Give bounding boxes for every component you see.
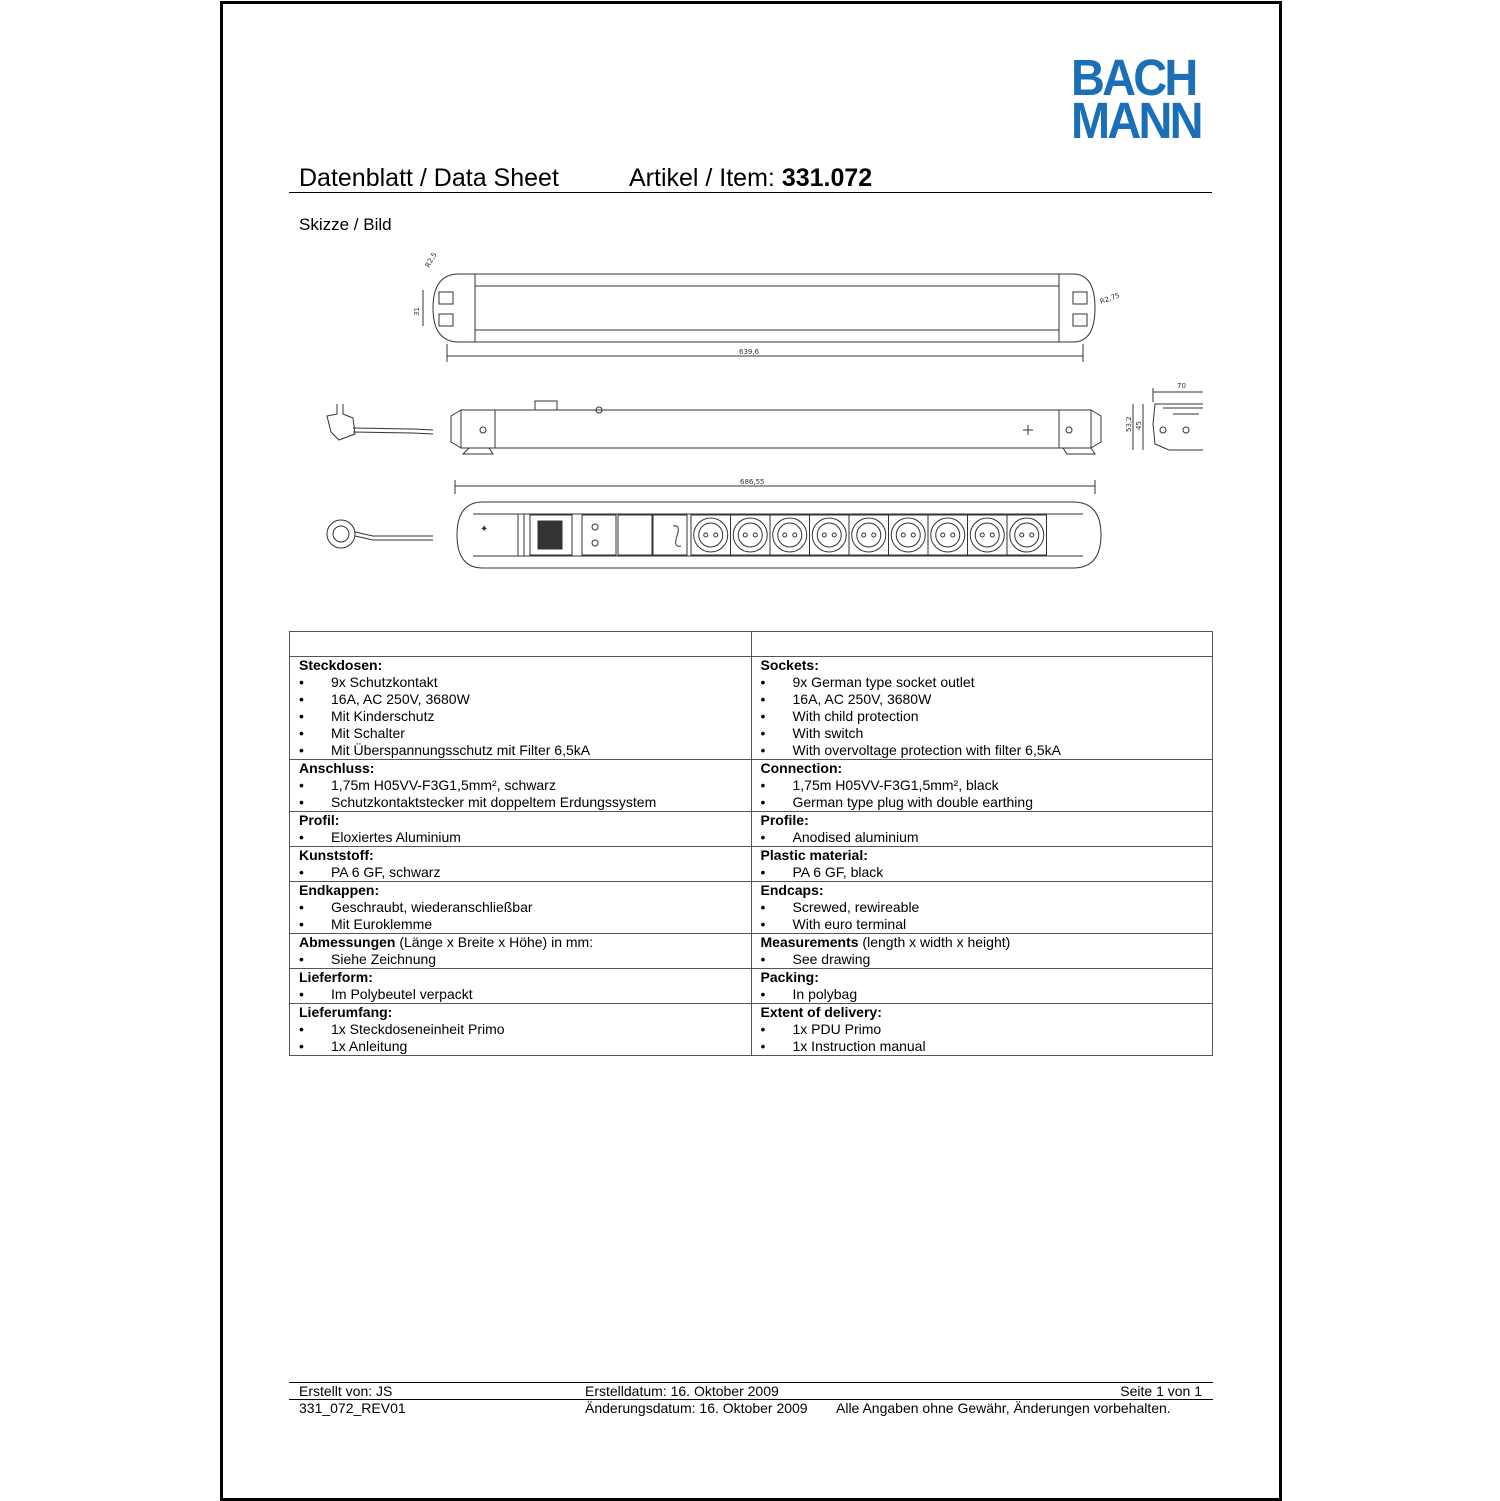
socket-outlet: [968, 515, 1008, 555]
table-row: [290, 657, 1213, 760]
spec-bullet-item: • With switch: [761, 725, 1213, 742]
spec-cell-de: [290, 882, 752, 934]
sketch-section-label: Skizze / Bild: [299, 215, 392, 234]
socket-row: [691, 515, 1047, 555]
dim-top-radius-right: R2,75: [1098, 291, 1121, 306]
socket-outlet: [1007, 515, 1047, 555]
spec-section-title-bold: Anschluss:: [299, 760, 375, 776]
spec-bullet-item: • 1x Steckdoseneinheit Primo: [299, 1021, 751, 1038]
spec-bullet-item: • Geschraubt, wiederanschließbar: [299, 899, 751, 916]
spec-bullet-item: • Mit Überspannungsschutz mit Filter 6,5kA: [299, 742, 751, 759]
side-view: [327, 401, 1101, 454]
socket-outlet: [889, 515, 929, 555]
footer-disclaimer: Alle Angaben ohne Gewähr, Änderungen vorbehalten.: [836, 1400, 1171, 1416]
spec-cell-de: [290, 934, 752, 969]
item-heading: [629, 164, 872, 193]
socket-outlet: [770, 515, 810, 555]
spec-section-title: [299, 760, 751, 777]
dim-top-radius-left: R2,5: [423, 251, 439, 269]
dim-end-height-inner: 45: [1135, 421, 1143, 430]
spec-bullet-item: • 1,75m H05VV-F3G1,5mm², black: [761, 777, 1213, 794]
data-sheet-page: [220, 1, 1282, 1501]
svg-text:✦: ✦: [480, 524, 489, 535]
table-row: [290, 969, 1213, 1004]
document-title: Datenblatt / Data Sheet: [299, 164, 559, 192]
title-divider: [289, 192, 1212, 193]
spec-section-title: [761, 657, 1213, 674]
spec-section-title: [761, 969, 1213, 986]
spec-section-title: [299, 657, 751, 674]
spec-section-title-bold: Connection:: [760, 760, 843, 776]
spec-cell-en: [751, 847, 1213, 882]
spec-cell-de: [290, 760, 752, 812]
spec-bullet-item: • Anodised aluminium: [761, 829, 1213, 846]
footer-created-by: Erstellt von: JS: [299, 1383, 393, 1399]
spec-section-title: [761, 934, 1213, 951]
spec-bullet-item: • Siehe Zeichnung: [299, 951, 751, 968]
footer-page-number: Seite 1 von 1: [1120, 1383, 1202, 1399]
item-label: Artikel / Item:: [629, 164, 782, 192]
spec-cell-de: [290, 812, 752, 847]
spec-bullet-item: • 16A, AC 250V, 3680W: [761, 691, 1213, 708]
dim-end-height-outer: 53,2: [1125, 416, 1133, 432]
table-row: [290, 812, 1213, 847]
spec-cell-en: [751, 934, 1213, 969]
spec-section-title-bold: Abmessungen: [299, 934, 396, 950]
spec-bullet-item: • In polybag: [761, 986, 1213, 1003]
socket-outlet: [928, 515, 968, 555]
spec-bullet-item: • With overvoltage protection with filter 6,5kA: [761, 742, 1213, 759]
bachmann-logo: [1071, 49, 1201, 149]
spec-section-title-bold: Extent of delivery:: [760, 1004, 882, 1020]
spec-section-title: [761, 760, 1213, 777]
spec-section-title-extra: (length x width x height): [858, 934, 1011, 950]
item-number: 331.072: [781, 164, 873, 192]
spec-section-title-bold: Profile:: [760, 812, 809, 828]
table-row: [290, 882, 1213, 934]
spec-cell-en: [751, 882, 1213, 934]
logo-line-2: MANN: [1071, 92, 1201, 149]
spec-section-title: [761, 882, 1213, 899]
spec-bullet-item: • 1x Instruction manual: [761, 1038, 1213, 1055]
spec-section-title: [299, 812, 751, 829]
spec-bullet-item: • With euro terminal: [761, 916, 1213, 933]
table-row: [290, 1004, 1213, 1056]
footer-revision: 331_072_REV01: [299, 1400, 406, 1416]
spec-bullet-item: • Screwed, rewireable: [761, 899, 1213, 916]
spec-section-title-bold: Endcaps:: [760, 882, 824, 898]
spec-bullet-item: • Mit Schalter: [299, 725, 751, 742]
spec-section-title: [299, 882, 751, 899]
table-row: [290, 760, 1213, 812]
spec-bullet-item: • Im Polybeutel verpackt: [299, 986, 751, 1003]
spec-bullet-item: • Schutzkontaktstecker mit doppeltem Erdungssystem: [299, 794, 751, 811]
specification-table: [289, 631, 1213, 1056]
spec-bullet-item: • 9x Schutzkontakt: [299, 674, 751, 691]
header-cell-de: [290, 632, 752, 657]
spec-bullet-item: • PA 6 GF, black: [761, 864, 1213, 881]
spec-bullet-item: • 1x Anleitung: [299, 1038, 751, 1055]
spec-bullet-item: • 1x PDU Primo: [761, 1021, 1213, 1038]
spec-section-title-bold: Sockets:: [760, 657, 819, 673]
spec-section-title: [299, 1004, 751, 1021]
spec-cell-en: [751, 969, 1213, 1004]
spec-cell-en: [751, 812, 1213, 847]
spec-bullet-item: • With child protection: [761, 708, 1213, 725]
dim-front-length: 686,55: [740, 478, 765, 486]
table-row: [290, 934, 1213, 969]
socket-outlet: [810, 515, 850, 555]
spec-cell-de: [290, 1004, 752, 1056]
dim-top-length: 639,6: [739, 348, 760, 356]
spec-section-title: [761, 847, 1213, 864]
spec-section-title-bold: Kunststoff:: [299, 847, 374, 863]
spec-bullet-item: • Eloxiertes Aluminium: [299, 829, 751, 846]
technical-drawing: [283, 244, 1203, 584]
spec-section-title-bold: Lieferumfang:: [299, 1004, 393, 1020]
spec-section-title-bold: Packing:: [760, 969, 819, 985]
spec-section-title: [761, 812, 1213, 829]
spec-bullet-item: • See drawing: [761, 951, 1213, 968]
spec-section-title: [299, 934, 751, 951]
spec-section-title: [299, 847, 751, 864]
table-row: [290, 847, 1213, 882]
spec-cell-de: [290, 969, 752, 1004]
socket-outlet: [731, 515, 771, 555]
table-header-row: [290, 632, 1213, 657]
end-view: [1133, 388, 1203, 450]
footer-modified-date: Änderungsdatum: 16. Oktober 2009: [585, 1400, 808, 1416]
spec-section-title-bold: Profil:: [299, 812, 340, 828]
header-cell-en: [751, 632, 1213, 657]
socket-outlet: [691, 515, 731, 555]
spec-cell-en: [751, 657, 1213, 760]
spec-bullet-item: • Mit Kinderschutz: [299, 708, 751, 725]
spec-cell-en: [751, 760, 1213, 812]
spec-bullet-item: • German type plug with double earthing: [761, 794, 1213, 811]
spec-cell-de: [290, 847, 752, 882]
spec-section-title: [299, 969, 751, 986]
spec-bullet-item: • 1,75m H05VV-F3G1,5mm², schwarz: [299, 777, 751, 794]
dim-end-width: 70: [1177, 382, 1186, 390]
spec-section-title-bold: Plastic material:: [760, 847, 868, 863]
logo-line-1: BACH: [1071, 49, 1196, 106]
spec-section-title: [761, 1004, 1213, 1021]
spec-bullet-item: • Mit Euroklemme: [299, 916, 751, 933]
dim-top-height: 31: [413, 307, 421, 316]
spec-section-title-bold: Steckdosen:: [299, 657, 383, 673]
socket-outlet: [849, 515, 889, 555]
spec-section-title-bold: Lieferform:: [299, 969, 373, 985]
spec-section-title-extra: (Länge x Breite x Höhe) in mm:: [395, 934, 594, 950]
spec-bullet-item: • 9x German type socket outlet: [761, 674, 1213, 691]
spec-bullet-item: • PA 6 GF, schwarz: [299, 864, 751, 881]
spec-bullet-item: • 16A, AC 250V, 3680W: [299, 691, 751, 708]
spec-section-title-bold: Endkappen:: [299, 882, 380, 898]
footer-created-date: Erstelldatum: 16. Oktober 2009: [585, 1383, 779, 1399]
spec-cell-en: [751, 1004, 1213, 1056]
spec-section-title-bold: Measurements: [760, 934, 859, 950]
spec-cell-de: [290, 657, 752, 760]
